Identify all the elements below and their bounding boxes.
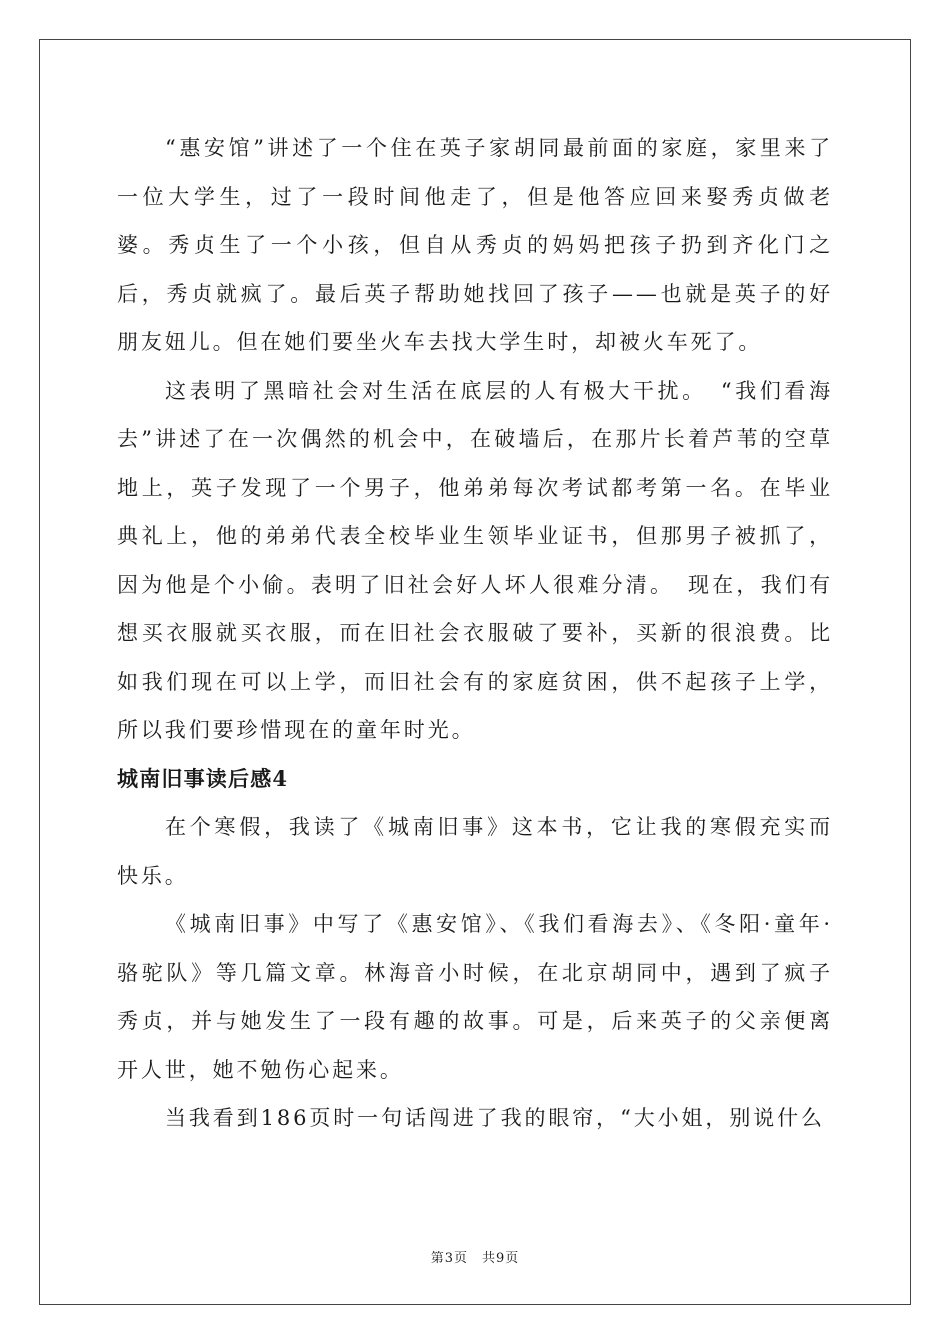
page-number: 第3页 [430, 1251, 468, 1266]
section-heading: 城南旧事读后感4 [117, 765, 289, 791]
page-total: 共9页 [482, 1251, 520, 1266]
paragraph-winter-break: 在个寒假，我读了《城南旧事》这本书，它让我的寒假充实而快乐。 [117, 815, 833, 888]
paragraph-book-summary: 《城南旧事》中写了《惠安馆》、《我们看海去》、《冬阳·童年·骆驼队》等几篇文章。林海音小时候，在北京胡同中，遇到了疯子秀贞，并与她发生了一段有趣的故事。可是，后来英子的父亲便离开人世，她不勉伤心起来。 [117, 912, 833, 1082]
paragraph-kan-hai: 这表明了黑暗社会对生活在底层的人有极大干扰。 “我们看海去”讲述了在一次偶然的机会中，在破墙后，在那片长着芦苇的空草地上，英子发现了一个男子，他弟弟每次考试都考第一名。在毕业典礼上，他的弟弟代表全校毕业生领毕业证书，但那男子被抓了，因为他是个小偷。表明了旧社会好人坏人很难分清。 现在，我们有想买衣服就买衣服，而在旧社会衣服破了要补，买新的很浪费。比如我们现在可以上学，而旧社会有的家庭贫困，供不起孩子上学，所以我们要珍惜现在的童年时光。 [117, 378, 833, 742]
paragraph-huian-guan: “惠安馆”讲述了一个住在英子家胡同最前面的家庭，家里来了一位大学生，过了一段时间他走了，但是他答应回来娶秀贞做老婆。秀贞生了一个小孩，但自从秀贞的妈妈把孩子扔到齐化门之后，秀贞就疯了。最后英子帮助她找回了孩子——也就是英子的好朋友妞儿。但在她们要坐火车去找大学生时，却被火车死了。 [117, 136, 833, 354]
page-footer [0, 1247, 950, 1266]
paragraph-page-186: 当我看到186页时一句话闯进了我的眼帘，“大小姐，别说什么 [165, 1106, 825, 1130]
document-body [117, 124, 833, 1143]
